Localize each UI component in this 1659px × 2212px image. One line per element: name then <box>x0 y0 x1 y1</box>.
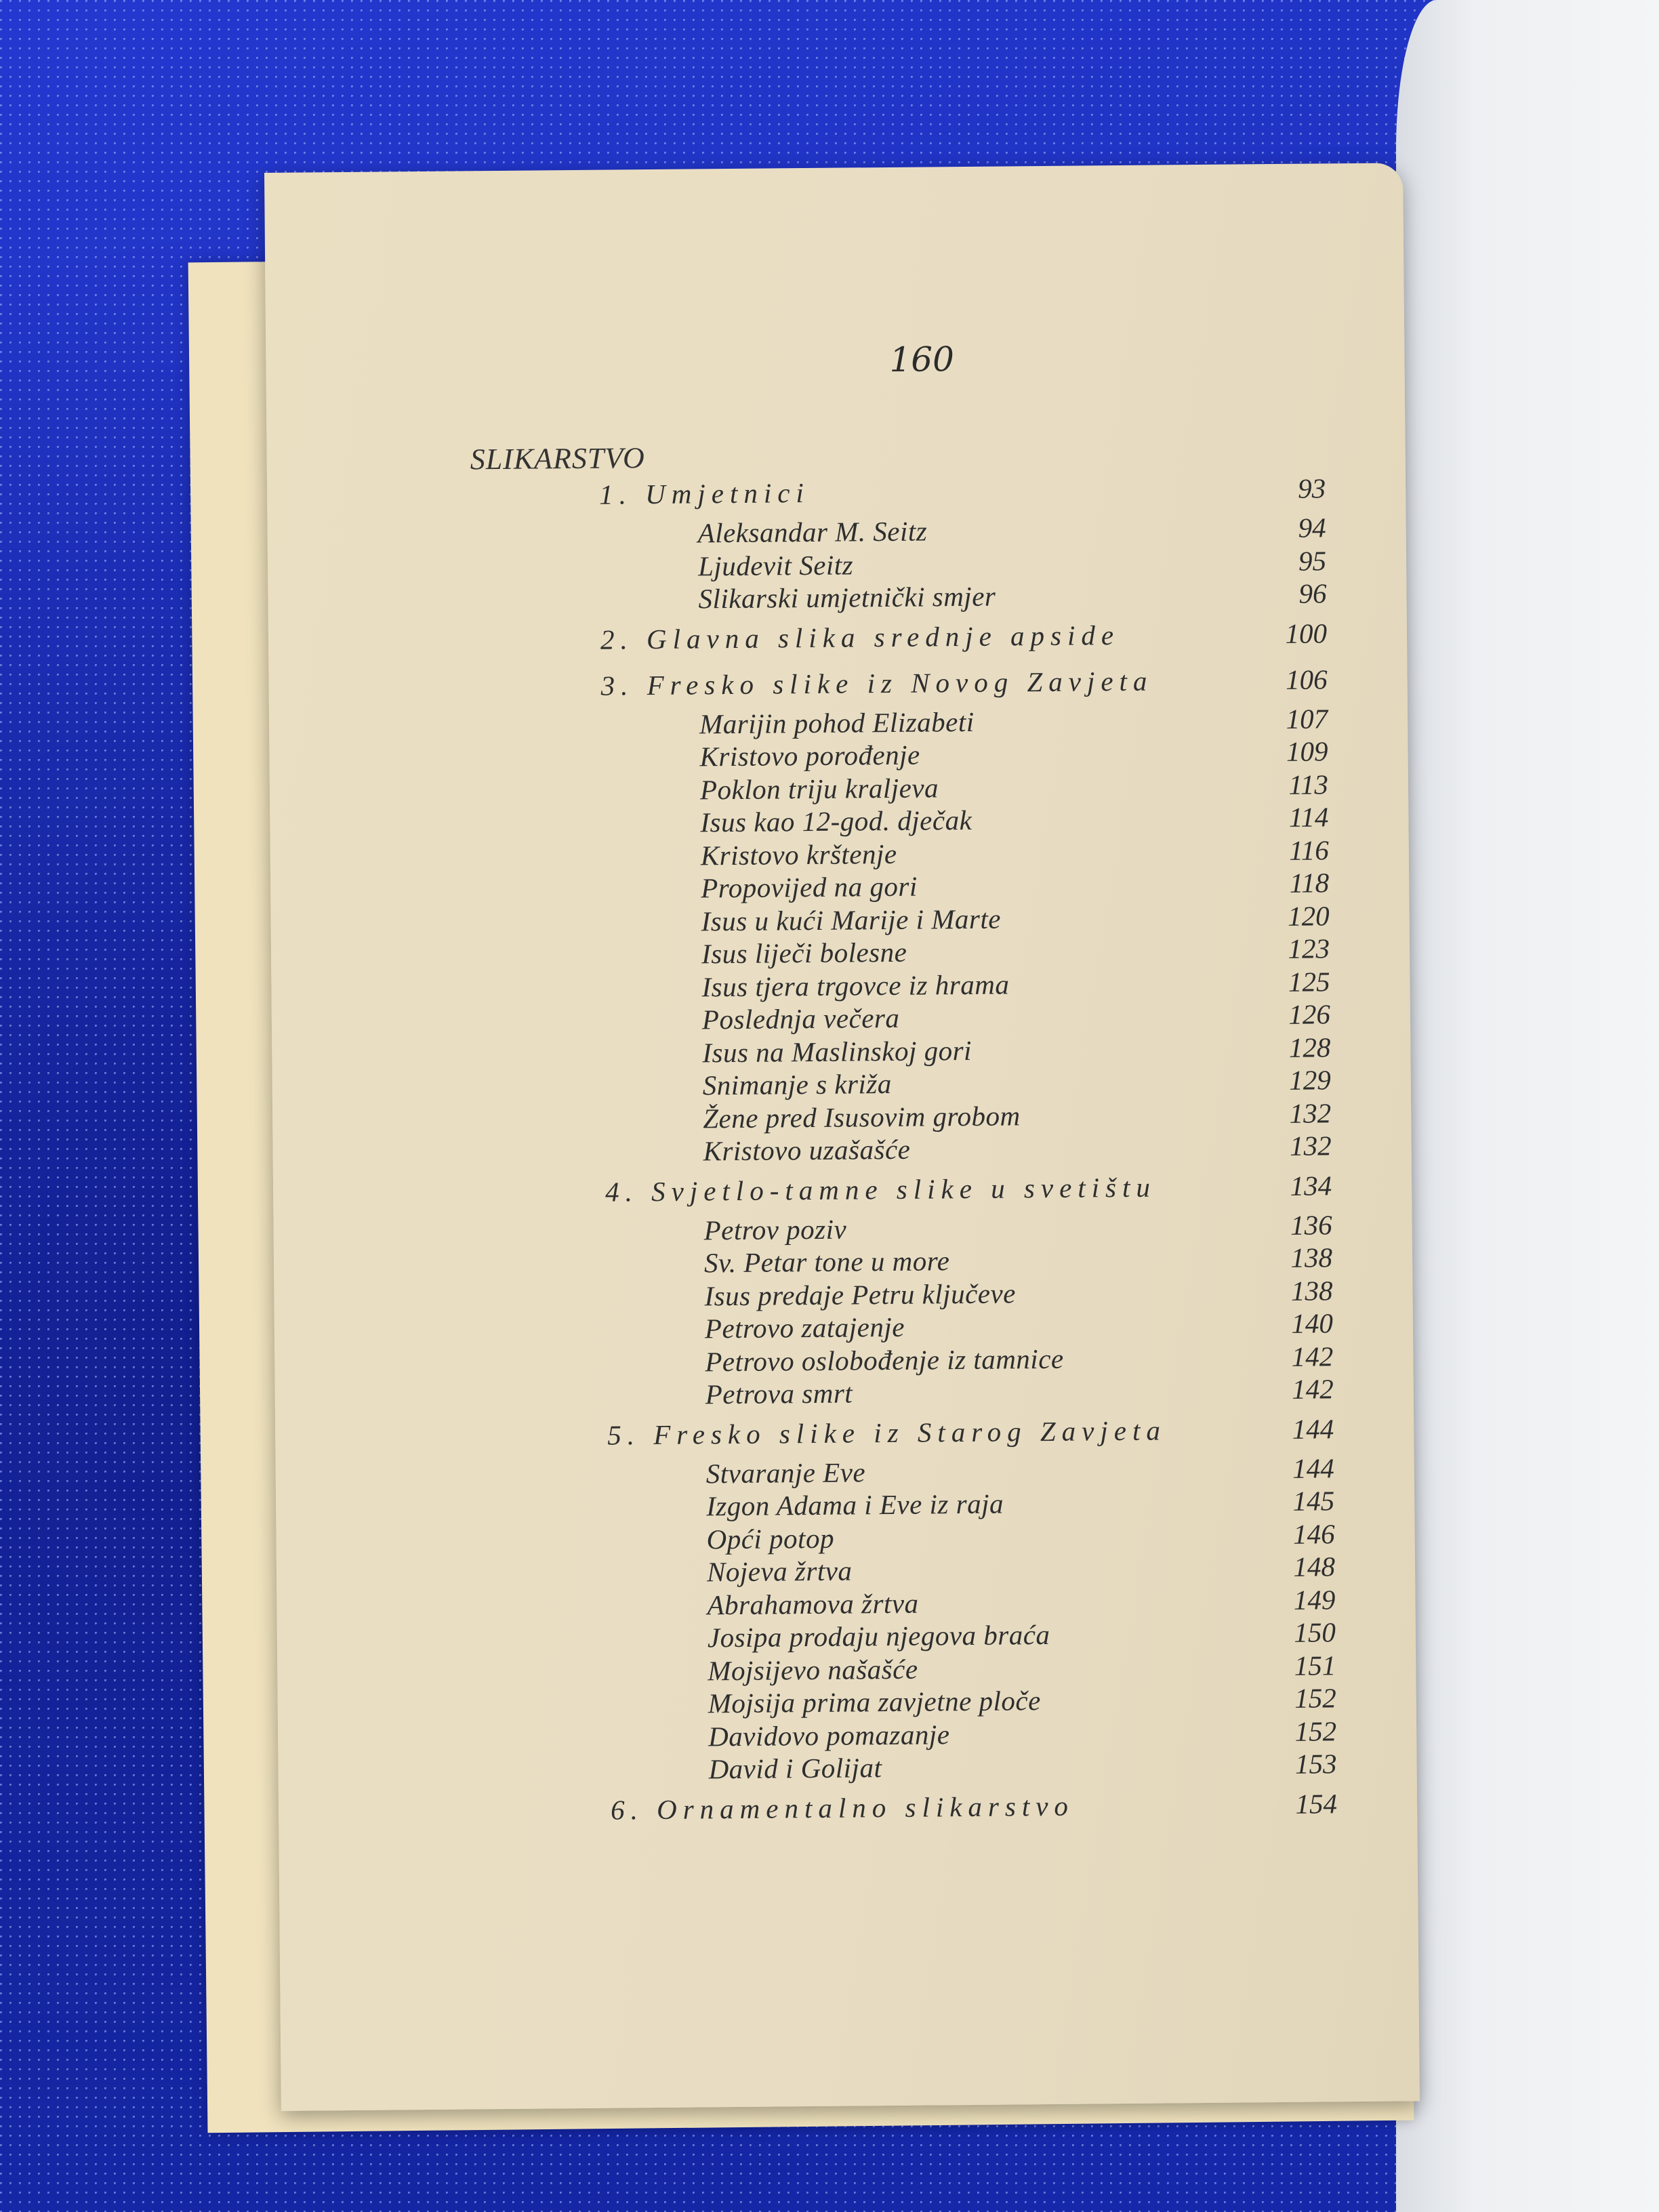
toc-entry-page: 138 <box>1290 1242 1333 1273</box>
toc-entry-page: 153 <box>1294 1748 1337 1780</box>
toc-entry-page: 152 <box>1294 1682 1336 1714</box>
section-title: SLIKARSTVO <box>470 441 645 476</box>
toc-entry-page: 138 <box>1290 1274 1333 1307</box>
toc-entry-page: 144 <box>1292 1452 1334 1484</box>
toc-entry-page: 100 <box>1285 617 1328 649</box>
book-page <box>264 163 1420 2111</box>
toc-chapter-row <box>268 662 1407 706</box>
toc-entry-label: Kristovo porođenje <box>699 739 920 773</box>
toc-chapter-row <box>279 1786 1417 1830</box>
toc-entry-label: Mojsijevo našašće <box>708 1653 918 1686</box>
toc-entry-label: 4. Svjetlo-tamne slike u svetištu <box>605 1171 1157 1208</box>
toc-entry-page: 123 <box>1288 933 1330 964</box>
toc-entry-label: Petrovo oslobođenje iz tamnice <box>705 1343 1064 1377</box>
toc-entry-page: 129 <box>1289 1064 1331 1096</box>
toc-entry-label: Davidovo pomazanje <box>708 1718 950 1752</box>
toc-entry-page: 125 <box>1288 965 1330 998</box>
toc-entry-page: 134 <box>1290 1169 1332 1202</box>
toc-entry-label: Nojeva žrtva <box>706 1555 853 1588</box>
toc-entry-page: 132 <box>1289 1130 1332 1162</box>
toc-entry-page: 126 <box>1288 998 1331 1030</box>
toc-entry-label: Petrov poziv <box>703 1213 847 1246</box>
toc-chapter-row <box>275 1412 1414 1456</box>
toc-entry-label: Isus predaje Petru ključeve <box>704 1277 1017 1311</box>
toc-entry-page: 107 <box>1286 702 1328 735</box>
toc-entry-label: Izgon Adama i Eve iz raja <box>705 1488 1004 1522</box>
toc-entry-label: Snimanje s križa <box>702 1067 893 1101</box>
toc-entry-label: Isus kao 12-god. dječak <box>700 804 972 838</box>
toc-entry-label: Isus liječi bolesne <box>701 936 907 970</box>
toc-entry-page: 146 <box>1292 1517 1335 1550</box>
toc-entry-label: Isus tjera trgovce iz hrama <box>701 968 1010 1002</box>
toc-entry-label: 3. Fresko slike iz Novog Zavjeta <box>600 665 1153 701</box>
toc-entry-label: Mojsija prima zavjetne ploče <box>708 1685 1042 1719</box>
toc-entry-label: Petrova smrt <box>705 1377 853 1410</box>
toc-entry-page: 142 <box>1292 1373 1334 1405</box>
toc-entry-page: 142 <box>1291 1340 1334 1372</box>
toc-entry-label: Marijin pohod Elizabeti <box>699 705 975 739</box>
toc-entry-page: 132 <box>1289 1097 1332 1129</box>
toc-chapter-row <box>273 1168 1412 1212</box>
toc-entry-label: 2. Glavna slika srednje apside <box>600 619 1120 655</box>
toc-chapter-row <box>268 616 1407 660</box>
toc-entry-page: 150 <box>1294 1616 1336 1648</box>
toc-entry-page: 152 <box>1294 1715 1337 1747</box>
toc-entry-label: Abrahamova žrtva <box>707 1587 919 1620</box>
toc-entry-page: 116 <box>1289 834 1329 866</box>
toc-entry-label: Poklon triju kraljeva <box>699 771 939 805</box>
toc-entry-page: 136 <box>1290 1208 1332 1241</box>
background-sheet <box>1396 0 1659 2212</box>
toc-entry-page: 96 <box>1298 577 1327 609</box>
toc-entry-label: Sv. Petar tone u more <box>703 1245 950 1279</box>
toc-entry-label: Slikarski umjetnički smjer <box>698 580 996 615</box>
toc-entry-page: 128 <box>1288 1031 1331 1063</box>
toc-entry-page: 113 <box>1288 768 1329 800</box>
toc-entry-page: 151 <box>1294 1649 1336 1681</box>
toc-entry-label: Josipa prodaju njegova braća <box>707 1618 1050 1654</box>
toc-entry-label: Kristovo uzašašće <box>703 1133 911 1167</box>
toc-entry-label: Isus na Maslinskoj gori <box>702 1034 972 1068</box>
toc-entry-page: 93 <box>1297 472 1326 504</box>
toc-entry-label: 6. Ornamentalno slikarstvo <box>610 1790 1075 1826</box>
toc-entry-page: 95 <box>1298 544 1327 577</box>
toc-entry-page: 109 <box>1286 735 1328 767</box>
toc-entry-label: Opći potop <box>706 1522 835 1555</box>
toc-entry-page: 145 <box>1292 1485 1335 1517</box>
page-number: 160 <box>889 340 955 380</box>
toc-entry-page: 148 <box>1293 1551 1336 1582</box>
toc-entry-page: 94 <box>1298 512 1326 544</box>
toc-entry-label: Aleksandar M. Seitz <box>697 515 928 549</box>
toc-entry-label: Kristovo krštenje <box>700 838 897 871</box>
toc-entry-page: 140 <box>1291 1307 1334 1339</box>
toc-entry-label: David i Golijat <box>708 1752 882 1785</box>
toc-entry-label: Isus u kući Marije i Marte <box>701 903 1002 937</box>
toc-chapter-row <box>267 471 1406 515</box>
toc-entry-label: Propovijed na gori <box>701 870 918 904</box>
toc-entry-page: 154 <box>1295 1787 1338 1820</box>
toc-entry-label: Stvaranje Eve <box>705 1456 866 1489</box>
toc-entry-page: 144 <box>1292 1412 1334 1445</box>
toc-entry-page: 118 <box>1289 867 1330 899</box>
toc-entry-page: 120 <box>1287 899 1330 932</box>
toc-entry-page: 106 <box>1285 663 1328 695</box>
toc-entry-label: 5. Fresko slike iz Starog Zavjeta <box>607 1414 1167 1451</box>
toc-entry-label: Žene pred Isusovim grobom <box>702 1099 1021 1134</box>
toc-entry-page: 114 <box>1288 801 1329 833</box>
toc-entry-label: Ljudevit Seitz <box>697 548 854 581</box>
toc-entry-label: Poslednja večera <box>701 1002 900 1036</box>
toc-entry-page: 149 <box>1293 1583 1336 1616</box>
toc-entry-label: Petrovo zatajenje <box>704 1311 905 1345</box>
toc-entry-label: 1. Umjetnici <box>598 476 811 510</box>
